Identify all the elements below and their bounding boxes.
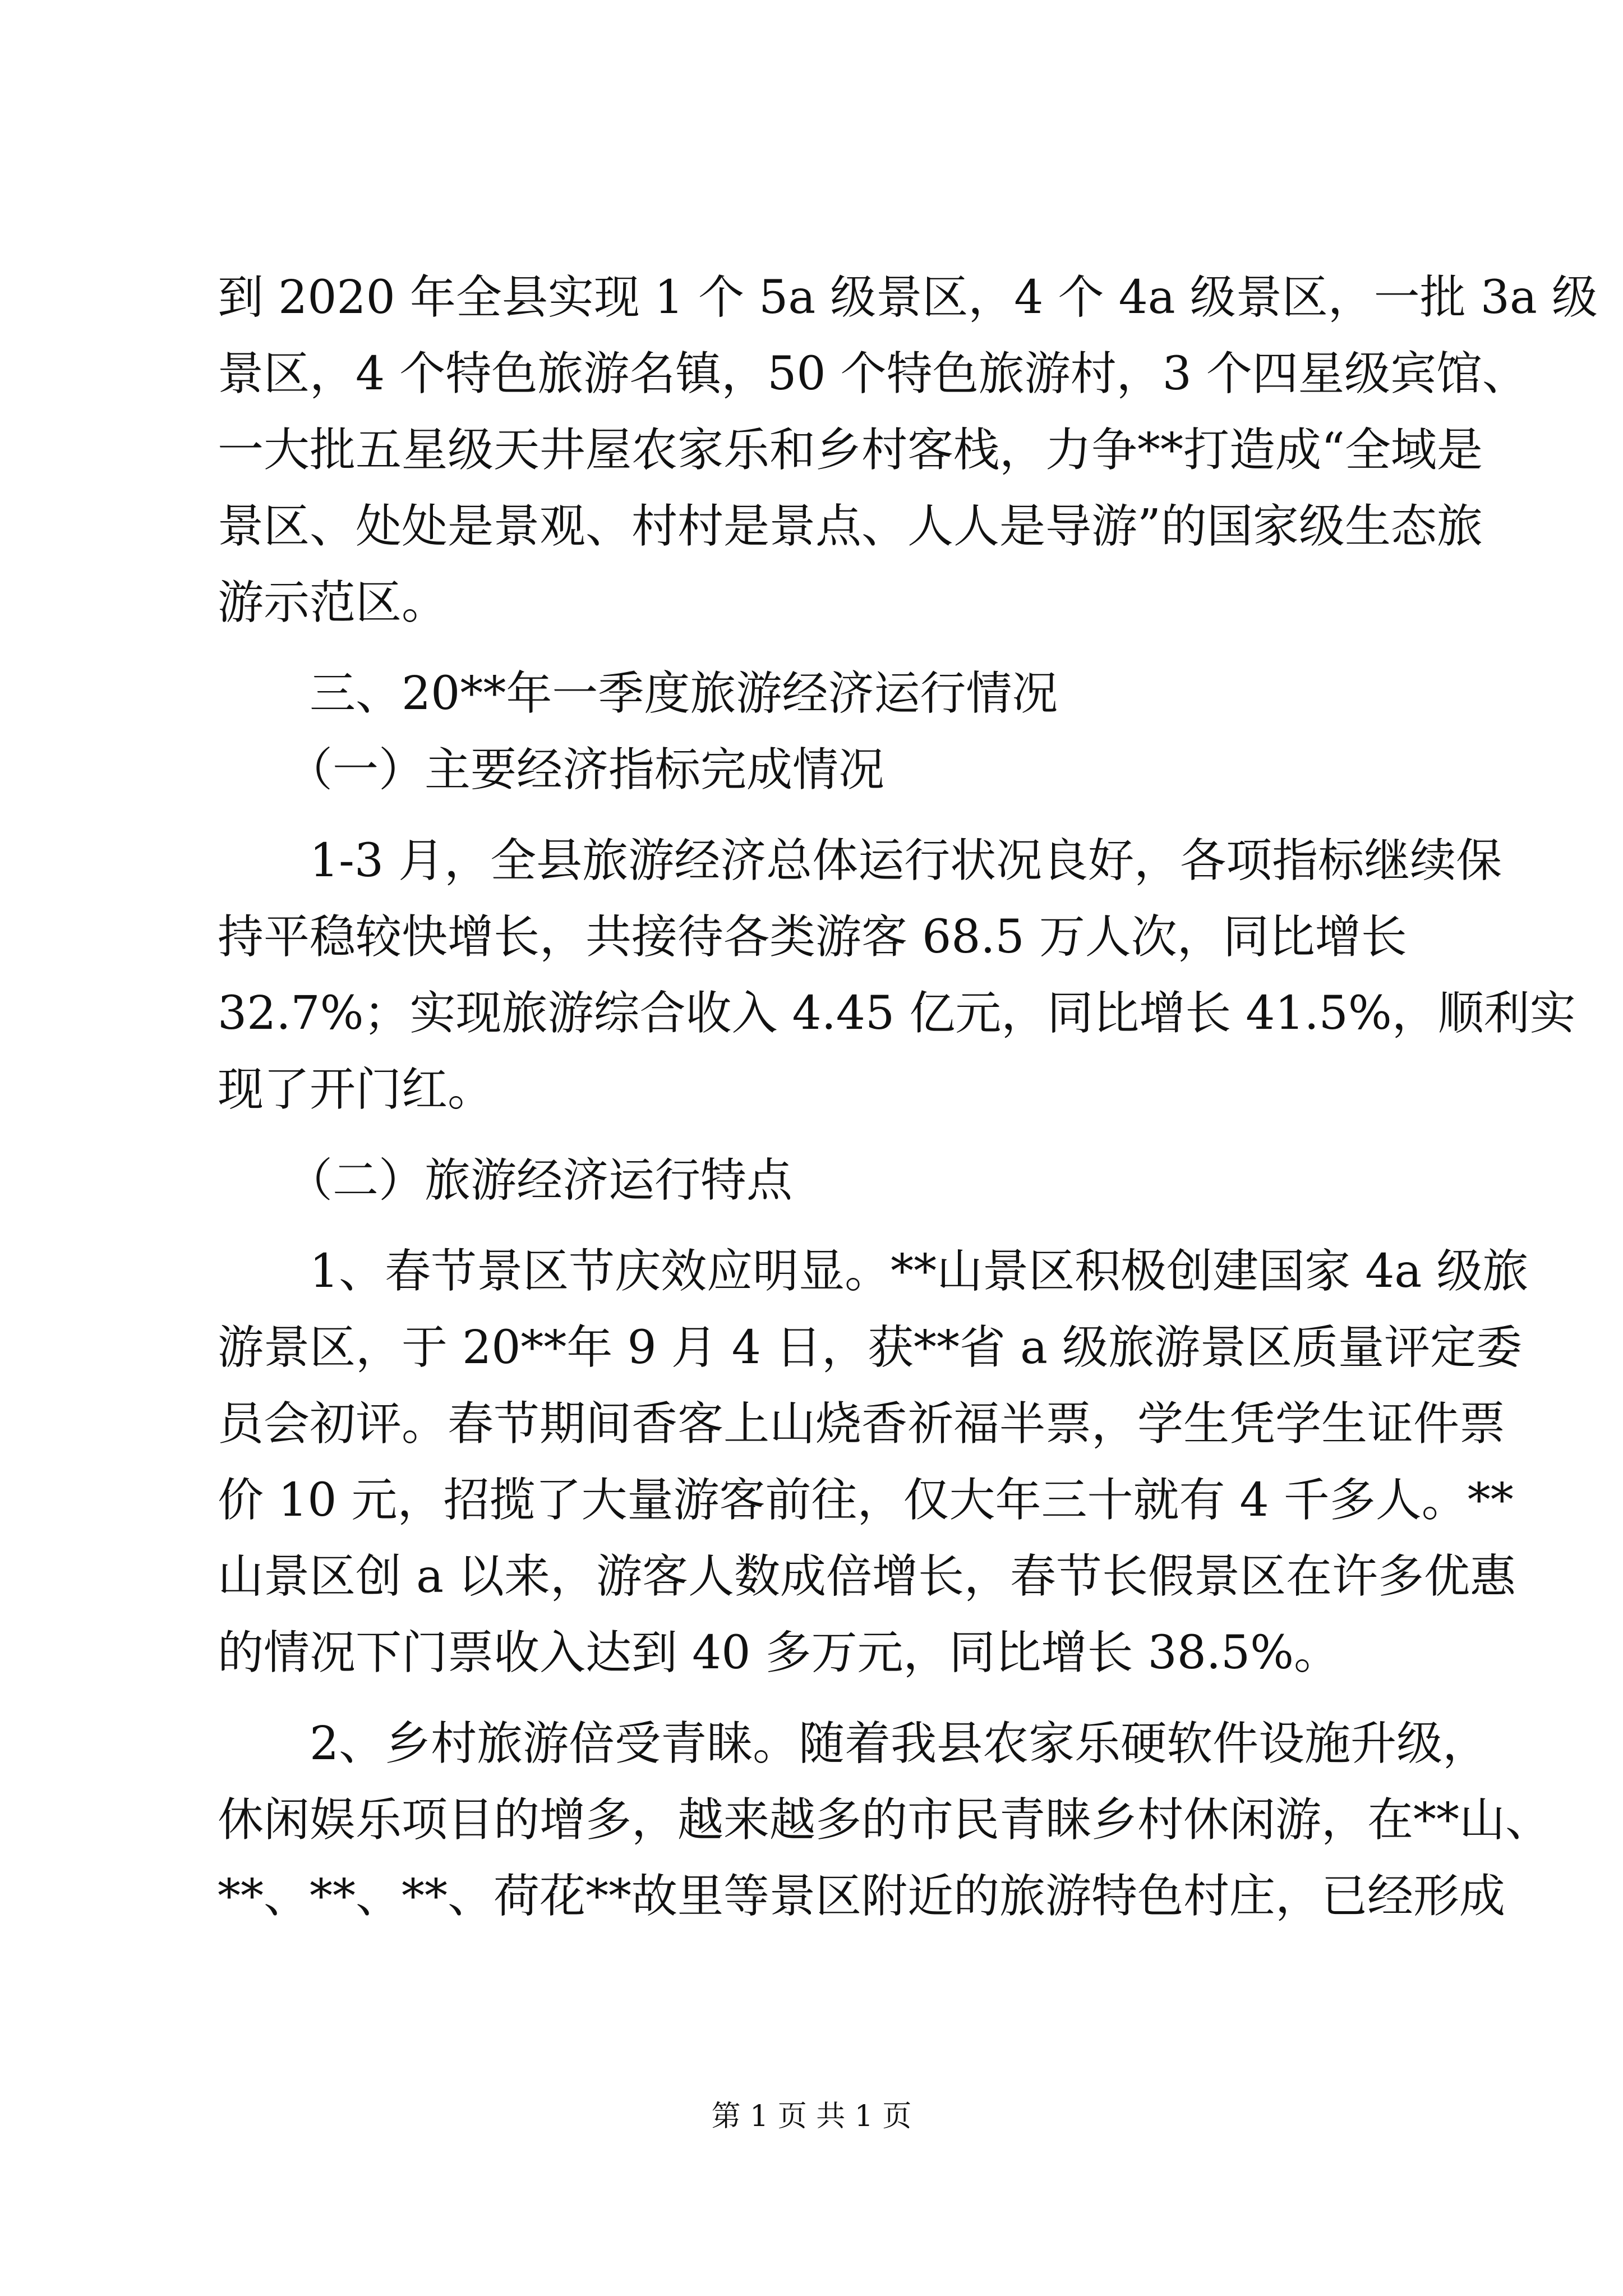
document-body — [218, 260, 1598, 1935]
text-line: 现了开门红。 — [218, 1063, 494, 1116]
text-line: 1、春节景区节庆效应明显。**山景区积极创建国家 4a 级旅 — [218, 1245, 1529, 1298]
text-line: 1-3 月，全县旅游经济总体运行状况良好，各项指标继续保 — [218, 834, 1502, 887]
subsection-heading: （一）主要经济指标完成情况 — [218, 743, 885, 797]
text-line: 持平稳较快增长，共接待各类游客 68.5 万人次，同比增长 — [218, 910, 1407, 964]
paragraph-gap — [218, 808, 1405, 823]
text-line: **、**、**、荷花**故里等景区附近的旅游特色村庄，已经形成 — [218, 1870, 1506, 1923]
text-line: 员会初评。春节期间香客上山烧香祈福半票，学生凭学生证件票 — [218, 1397, 1506, 1451]
paragraph-gap — [218, 1219, 1405, 1234]
text-line: 到 2020 年全县实现 1 个 5a 级景区，4 个 4a 级景区，一批 3a 级 — [218, 271, 1598, 324]
paragraph-gap — [218, 1128, 1405, 1143]
page-number-footer: 第 1 页 共 1 页 — [711, 2100, 912, 2133]
text-line: 32.7%；实现旅游综合收入 4.45 亿元，同比增长 41.5%，顺利实 — [218, 987, 1576, 1040]
text-line: 游示范区。 — [218, 576, 448, 629]
text-line: 的情况下门票收入达到 40 多万元，同比增长 38.5%。 — [218, 1626, 1340, 1680]
paragraph-gap — [218, 641, 1405, 656]
text-line: 2、乡村旅游倍受青睐。随着我县农家乐硬软件设施升级， — [218, 1717, 1489, 1770]
text-line: 景区，4 个特色旅游名镇，50 个特色旅游村，3 个四星级宾馆、 — [218, 347, 1528, 401]
text-line: 山景区创 a 以来，游客人数成倍增长，春节长假景区在许多优惠 — [218, 1550, 1516, 1603]
text-line: 休闲娱乐项目的增多，越来越多的市民青睐乡村休闲游，在**山、 — [218, 1793, 1552, 1847]
text-line: 游景区，于 20**年 9 月 4 日，获**省 a 级旅游景区质量评定委 — [218, 1321, 1523, 1374]
paragraph-gap — [218, 1691, 1405, 1706]
subsection-heading: （二）旅游经济运行特点 — [218, 1154, 793, 1207]
text-line: 一大批五星级天井屋农家乐和乡村客栈，力争**打造成“全域是 — [218, 424, 1483, 477]
section-heading: 三、20**年一季度旅游经济运行情况 — [218, 667, 1058, 720]
text-line: 价 10 元，招揽了大量游客前往，仅大年三十就有 4 千多人。** — [218, 1474, 1514, 1527]
text-line: 景区、处处是景观、村村是景点、人人是导游”的国家级生态旅 — [218, 500, 1483, 553]
